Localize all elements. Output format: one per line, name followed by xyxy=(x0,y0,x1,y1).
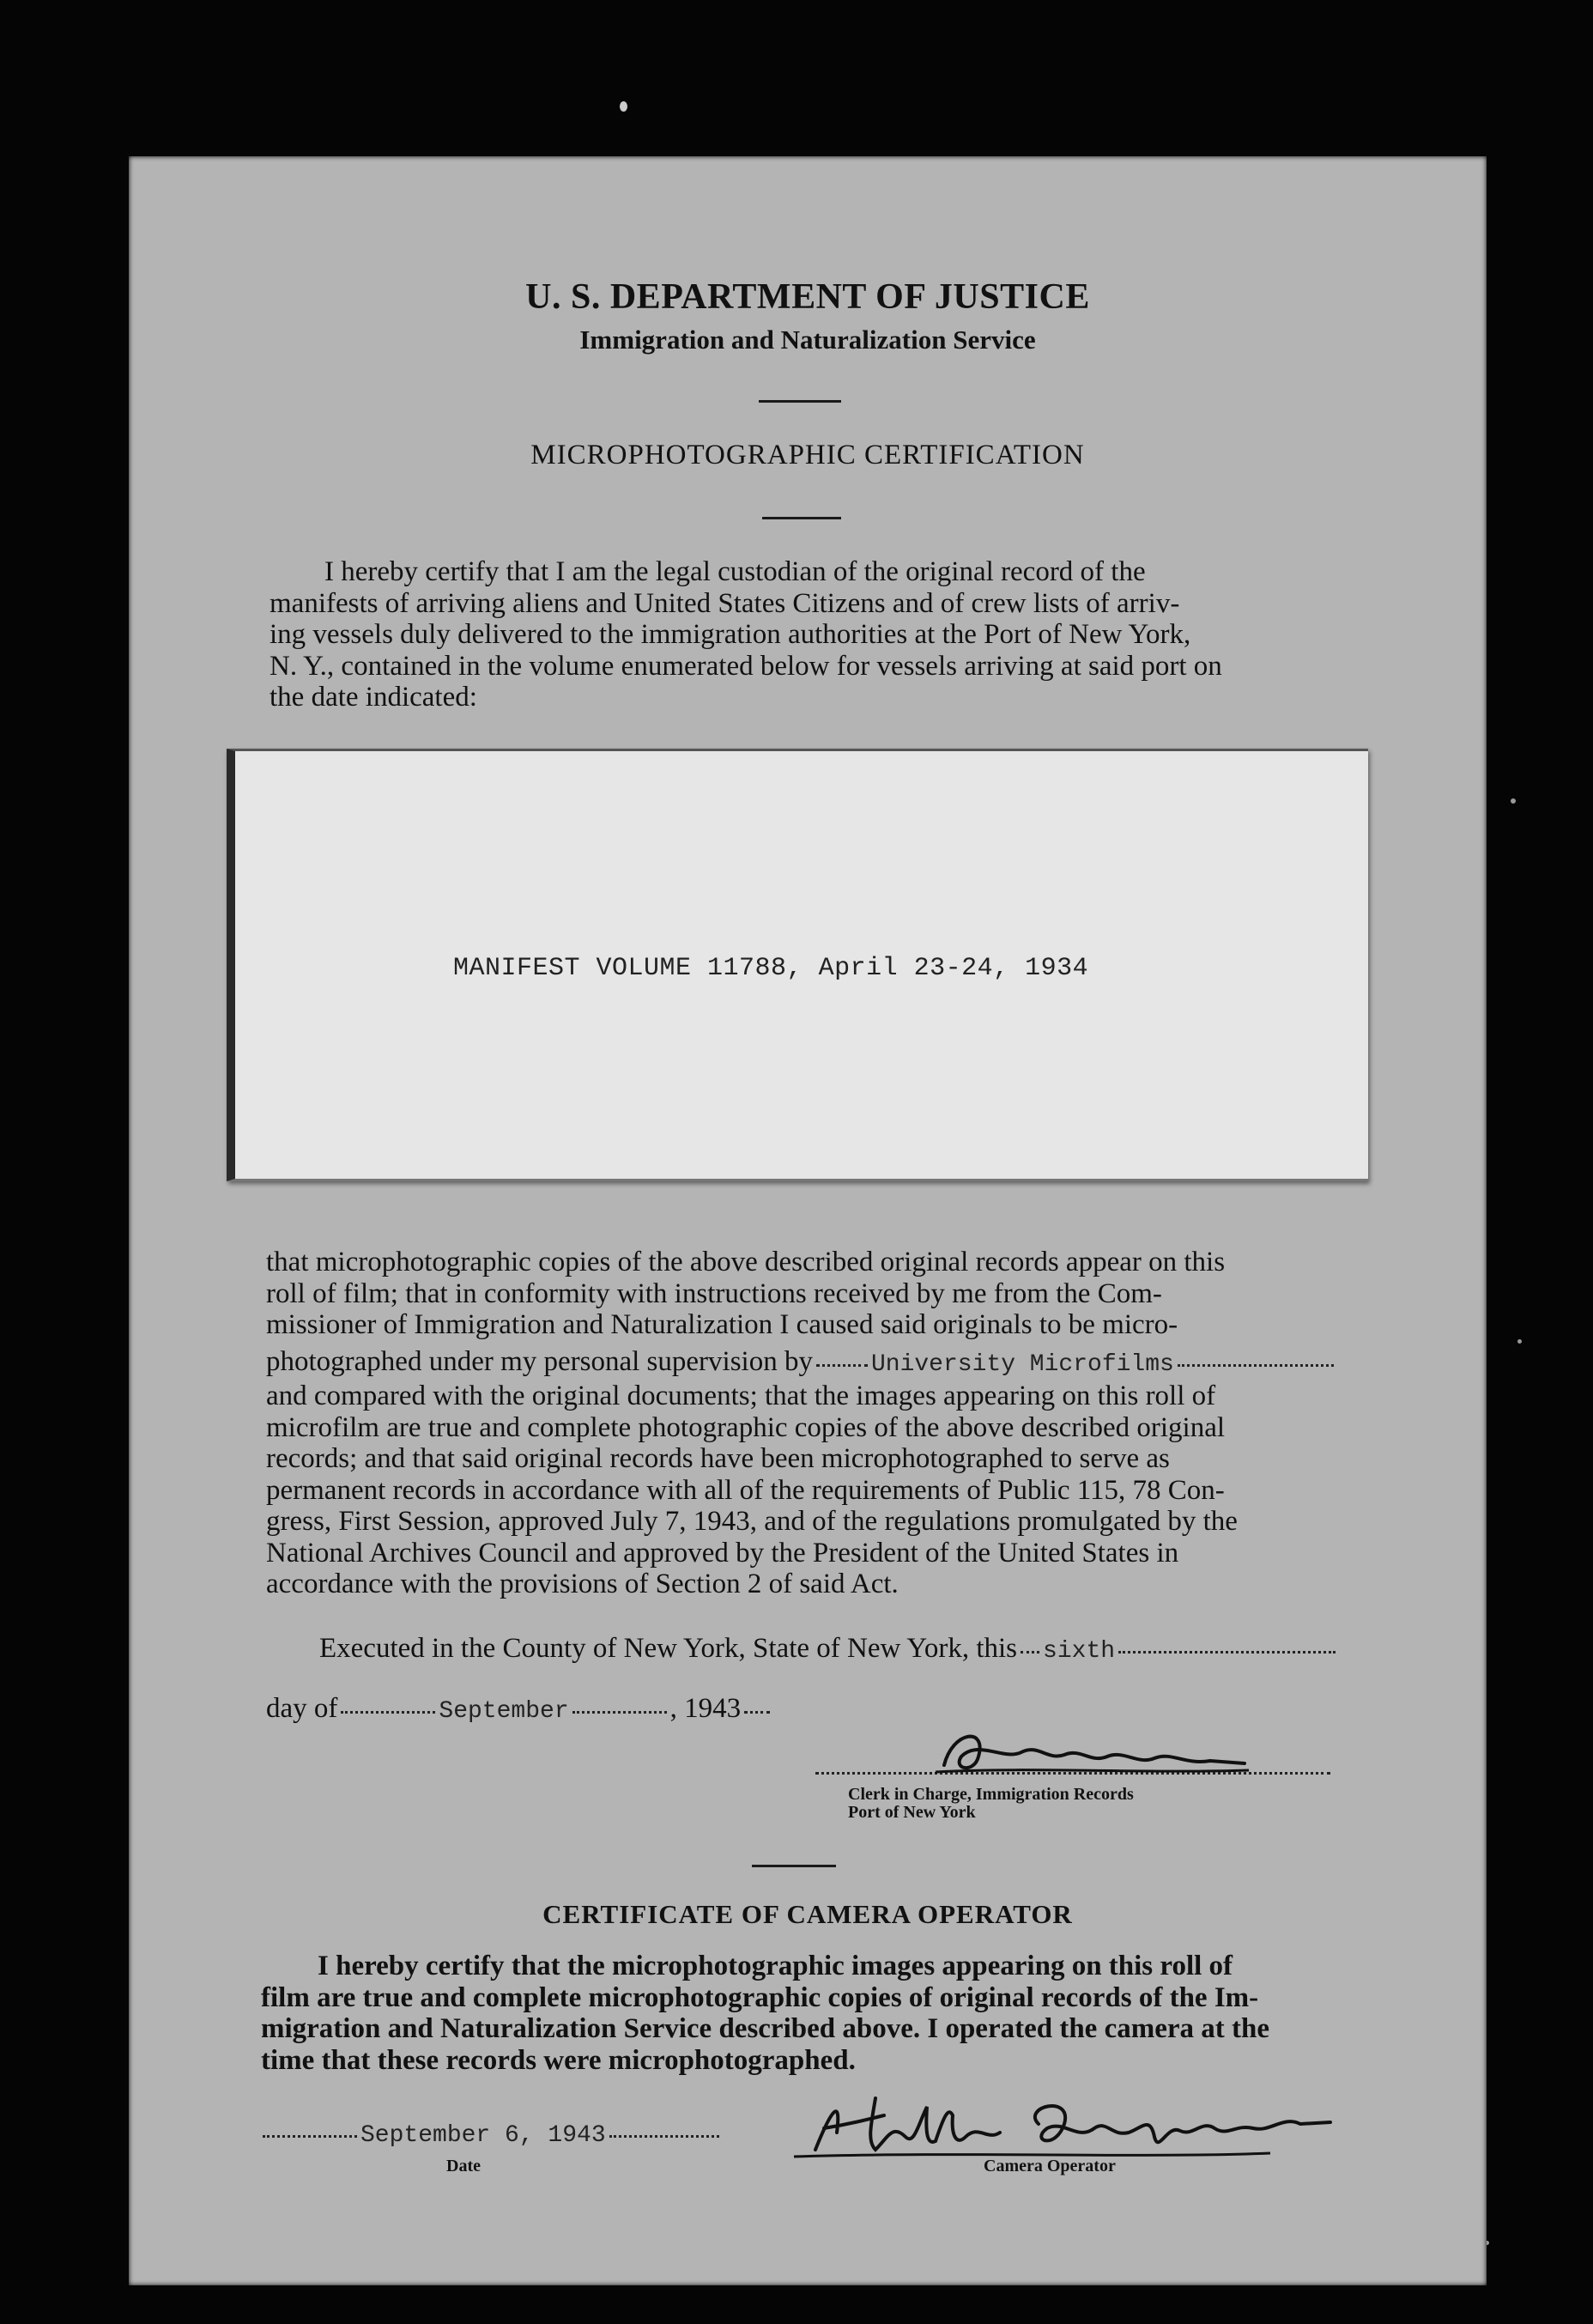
department-heading: U. S. DEPARTMENT OF JUSTICE xyxy=(525,277,1090,317)
service-subheading: Immigration and Naturalization Service xyxy=(579,325,1036,355)
divider-rule xyxy=(762,517,841,519)
paragraph-line: and compared with the original documents; that the images appearing on this roll of xyxy=(266,1380,1216,1411)
body-paragraph xyxy=(266,1247,1337,1600)
camera-operator-signature xyxy=(790,2090,1339,2167)
camera-certificate-title: CERTIFICATE OF CAMERA OPERATOR xyxy=(542,1899,1073,1929)
supervision-value: University Microfilms xyxy=(870,1350,1174,1378)
dotted-leader xyxy=(1021,1651,1039,1653)
paragraph-line: N. Y., contained in the volume enumerated below for vessels arriving at said port on xyxy=(270,650,1222,682)
month-line xyxy=(266,1693,867,1725)
execution-year: , 1943 xyxy=(669,1693,742,1724)
execution-line xyxy=(319,1633,1339,1665)
supervision-line xyxy=(266,1346,1337,1381)
execution-day: sixth xyxy=(1043,1638,1116,1665)
paragraph-line: gress, First Session, approved July 7, 1943, and of the regulations promulgated by the xyxy=(266,1506,1238,1537)
dotted-leader xyxy=(816,1364,868,1367)
paragraph-line: roll of film; that in conformity with instructions received by me from the Com- xyxy=(266,1277,1162,1309)
clerk-signature xyxy=(927,1722,1253,1782)
date-label: Date xyxy=(446,2157,481,2175)
intro-paragraph xyxy=(270,556,1334,713)
operator-date-line xyxy=(259,2122,723,2149)
dotted-leader xyxy=(1118,1651,1336,1653)
paragraph-line: accordance with the provisions of Section 2 of said Act. xyxy=(266,1569,899,1599)
paragraph-line: National Archives Council and approved by the President of the United States in xyxy=(266,1537,1179,1569)
paragraph-line: microfilm are true and complete photographic copies of the above described original xyxy=(266,1411,1226,1443)
dotted-leader xyxy=(744,1711,770,1714)
paragraph-line: ing vessels duly delivered to the immigration authorities at the Port of New York, xyxy=(270,619,1191,650)
clerk-title xyxy=(848,1786,1134,1822)
paragraph-line: records; and that said original records have been microphotographed to serve as xyxy=(266,1443,1170,1474)
manifest-volume-text: MANIFEST VOLUME 11788, April 23-24, 1934 xyxy=(453,954,1089,983)
film-speck xyxy=(620,101,627,112)
dotted-leader xyxy=(341,1711,435,1714)
dotted-leader xyxy=(572,1711,667,1714)
operator-date-value: September 6, 1943 xyxy=(360,2122,606,2149)
divider-rule xyxy=(759,400,841,403)
film-speck xyxy=(1517,1339,1522,1344)
dotted-leader xyxy=(1178,1364,1334,1367)
execution-month: September xyxy=(439,1698,569,1725)
clerk-title-line: Port of New York xyxy=(848,1803,976,1822)
paragraph-line: I hereby certify that the microphotographic images appearing on this roll of xyxy=(318,1951,1233,1981)
camera-paragraph xyxy=(261,1951,1339,2076)
paragraph-line: permanent records in accordance with all of the requirements of Public 115, 78 Con- xyxy=(266,1474,1225,1506)
paragraph-line: manifests of arriving aliens and United States Citizens and of crew lists of arriv- xyxy=(270,587,1180,619)
paragraph-line: time that these records were microphotographed. xyxy=(261,2044,856,2076)
day-of-label: day of xyxy=(266,1693,338,1724)
paragraph-line: I hereby certify that I am the legal custodian of the original record of the xyxy=(324,556,1146,587)
film-speck xyxy=(1511,798,1516,804)
camera-operator-label: Camera Operator xyxy=(984,2157,1116,2175)
dotted-leader xyxy=(263,2135,357,2138)
supervision-prefix: photographed under my personal supervision by xyxy=(266,1345,813,1377)
inserted-volume-card xyxy=(227,749,1368,1181)
paragraph-line: missioner of Immigration and Naturalization I caused said originals to be micro- xyxy=(266,1309,1178,1340)
paragraph-line: migration and Naturalization Service described above. I operated the camera at the xyxy=(261,2013,1269,2044)
execution-prefix: Executed in the County of New York, State of New York, this xyxy=(319,1633,1018,1664)
certificate-sheet xyxy=(129,156,1487,2285)
dotted-leader xyxy=(609,2135,719,2138)
divider-rule xyxy=(752,1865,836,1867)
paragraph-line: that microphotographic copies of the above described original records appear on this xyxy=(266,1247,1226,1277)
clerk-title-line: Clerk in Charge, Immigration Records xyxy=(848,1785,1134,1804)
paragraph-line: film are true and complete microphotographic copies of original records of the Im- xyxy=(261,1981,1259,2013)
paragraph-line: the date indicated: xyxy=(270,682,477,713)
certification-title: MICROPHOTOGRAPHIC CERTIFICATION xyxy=(530,440,1085,470)
